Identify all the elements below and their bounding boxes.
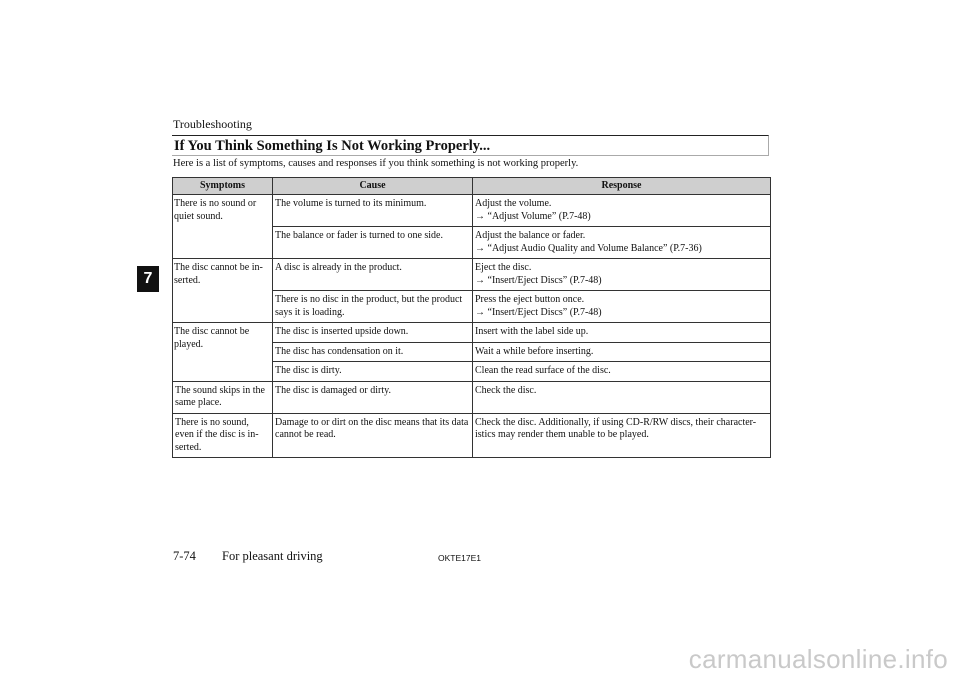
header-symptoms: Symptoms	[173, 178, 273, 195]
response-cell	[473, 227, 771, 259]
cause-cell: The disc is damaged or dirty.	[273, 381, 473, 413]
cause-cell: Damage to or dirt on the disc means that its data cannot be read.	[273, 413, 473, 458]
table-row	[173, 195, 771, 227]
section-label: Troubleshooting	[173, 117, 252, 131]
symptom-cell: The disc cannot be played.	[173, 323, 273, 382]
response-cell	[473, 259, 771, 291]
response-text: Adjust the balance or fader.	[475, 230, 586, 241]
response-reference: → “Adjust Volume” (P.7-48)	[475, 210, 591, 222]
cause-cell: The disc is inserted upside down.	[273, 323, 473, 343]
cause-cell: The balance or fader is turned to one side.	[273, 227, 473, 259]
response-cell: Check the disc. Additionally, if using CD-R/RW discs, their character-istics may render them unable to be played.	[473, 413, 771, 458]
response-cell	[473, 195, 771, 227]
table-row	[173, 381, 771, 413]
title-bar	[172, 135, 769, 156]
table-row	[173, 259, 771, 291]
response-cell: Clean the read surface of the disc.	[473, 362, 771, 382]
symptom-cell: The sound skips in the same place.	[173, 381, 273, 413]
cause-cell: A disc is already in the product.	[273, 259, 473, 291]
table-row	[173, 323, 771, 343]
document-code: OKTE17E1	[438, 553, 481, 563]
response-cell	[473, 291, 771, 323]
header-cause: Cause	[273, 178, 473, 195]
cause-cell: The disc is dirty.	[273, 362, 473, 382]
watermark: carmanualsonline.info	[688, 644, 948, 674]
cause-cell: The volume is turned to its minimum.	[273, 195, 473, 227]
response-cell: Insert with the label side up.	[473, 323, 771, 343]
cause-cell: There is no disc in the product, but the product says it is loading.	[273, 291, 473, 323]
response-cell: Check the disc.	[473, 381, 771, 413]
intro-text: Here is a list of symptoms, causes and responses if you think something is not working properly.	[173, 158, 579, 169]
cause-cell: The disc has condensation on it.	[273, 342, 473, 362]
table-header-row	[173, 178, 771, 195]
table-row	[173, 413, 771, 458]
response-reference: → “Insert/Eject Discs” (P.7-48)	[475, 306, 602, 318]
response-text: Eject the disc.	[475, 262, 532, 273]
response-text: Adjust the volume.	[475, 198, 552, 209]
chapter-tab: 7	[137, 266, 159, 292]
header-response: Response	[473, 178, 771, 195]
symptom-cell: There is no sound, even if the disc is in-serted.	[173, 413, 273, 458]
page-number: 7-74	[173, 549, 196, 563]
response-reference: → “Insert/Eject Discs” (P.7-48)	[475, 274, 602, 286]
page-title: If You Think Something Is Not Working Properly...	[174, 138, 491, 154]
troubleshooting-table	[172, 177, 771, 458]
symptom-cell: There is no sound or quiet sound.	[173, 195, 273, 259]
symptom-cell: The disc cannot be in-serted.	[173, 259, 273, 323]
response-text: Press the eject button once.	[475, 294, 585, 305]
footer-subtitle: For pleasant driving	[222, 549, 323, 563]
response-cell: Wait a while before inserting.	[473, 342, 771, 362]
response-reference: → “Adjust Audio Quality and Volume Balance” (P.7-36)	[475, 242, 702, 254]
